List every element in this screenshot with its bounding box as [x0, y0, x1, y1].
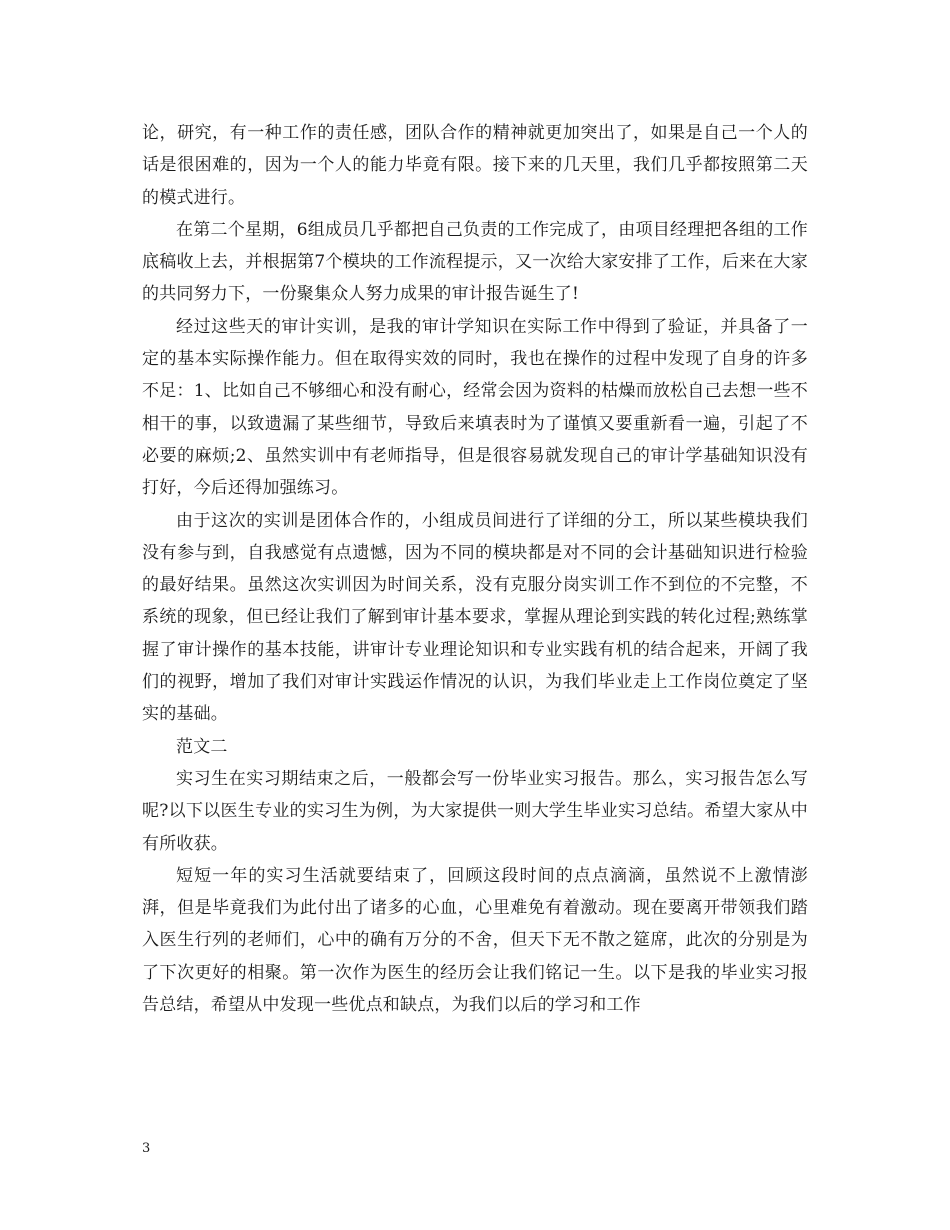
paragraph-7: 短短一年的实习生活就要结束了，回顾这段时间的点点滴滴，虽然说不上激情澎湃，但是毕竟我们为此付出了诸多的心血，心里难免有着激动。现在要离开带领我们踏入医生行列的老师们，心中的确有万分的不舍，但天下无不散之筵席，此次的分别是为了下次更好的相聚。第一次作为医生的经历会让我们铭记一生。以下是我的毕业实习报告总结，希望从中发现一些优点和缺点，为我们以后的学习和工作	[142, 865, 808, 1016]
paragraph-2: 在第二个星期，6组成员几乎都把自己负责的工作完成了，由项目经理把各组的工作底稿收上去，并根据第7个模块的工作流程提示，又一次给大家安排了工作，后来在大家的共同努力下，一份聚集众人努力成果的审计报告诞生了!	[142, 219, 808, 305]
paragraph-1: 论，研究，有一种工作的责任感，团队合作的精神就更加突出了，如果是自己一个人的话是很困难的，因为一个人的能力毕竟有限。接下来的几天里，我们几乎都按照第二天的模式进行。	[142, 123, 808, 208]
section-heading-fanwen-er: 范文二	[176, 736, 228, 757]
page-number: 3	[142, 1141, 151, 1156]
paragraph-3: 经过这些天的审计实训，是我的审计学知识在实际工作中得到了验证，并具备了一定的基本实际操作能力。但在取得实效的同时，我也在操作的过程中发现了自身的许多不足：1、比如自己不够细心和没有耐心，经常会因为资料的枯燥而放松自己去想一些不相干的事，以致遗漏了某些细节，导致后来填表时为了谨慎又要重新看一遍，引起了不必要的麻烦;2、虽然实训中有老师指导，但是很容易就发现自己的审计学基础知识没有打好，今后还得加强练习。	[142, 316, 808, 499]
paragraph-4: 由于这次的实训是团体合作的，小组成员间进行了详细的分工，所以某些模块我们没有参与到，自我感觉有点遗憾，因为不同的模块都是对不同的会计基础知识进行检验的最好结果。虽然这次实训因为时间关系，没有克服分岗实训工作不到位的不完整，不系统的现象，但已经让我们了解到审计基本要求，掌握从理论到实践的转化过程;熟练掌握了审计操作的基本技能，讲审计专业理论知识和专业实践有机的结合起来，开阔了我们的视野，增加了我们对审计实践运作情况的认识，为我们毕业走上工作岗位奠定了坚实的基础。	[142, 510, 808, 725]
document-body	[142, 117, 808, 1021]
paragraph-6: 实习生在实习期结束之后，一般都会写一份毕业实习报告。那么，实习报告怎么写呢?以下以医生专业的实习生为例，为大家提供一则大学生毕业实习总结。希望大家从中有所收获。	[142, 768, 808, 854]
